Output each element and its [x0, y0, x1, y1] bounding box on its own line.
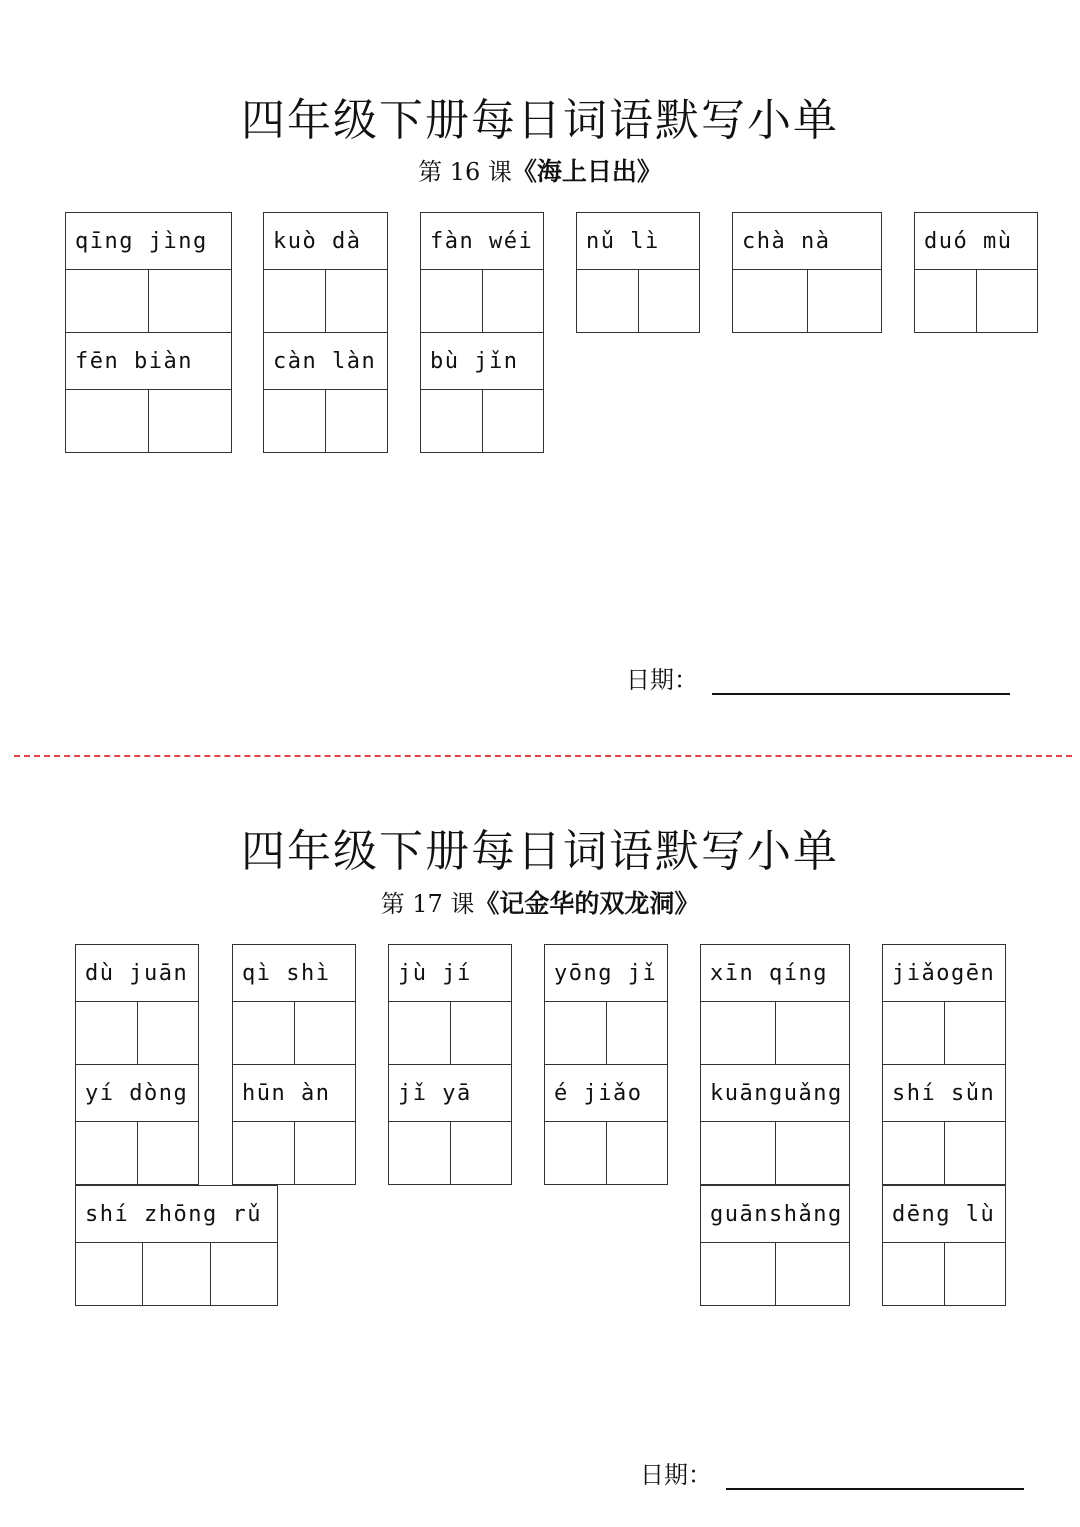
char-cell[interactable] — [76, 1122, 138, 1184]
pinyin-label: dù juān — [76, 945, 198, 1002]
char-cell[interactable] — [264, 270, 326, 332]
char-cell[interactable] — [451, 1122, 512, 1184]
date-label: 日期： — [626, 666, 698, 694]
worksheet-title: 四年级下册每日词语默写小单 — [241, 826, 839, 877]
word-box[interactable] — [700, 944, 850, 1065]
char-cell[interactable] — [295, 1002, 356, 1064]
word-box[interactable] — [75, 944, 199, 1065]
char-cell[interactable] — [421, 390, 483, 452]
writing-cells[interactable] — [701, 1122, 849, 1184]
char-cell[interactable] — [701, 1122, 776, 1184]
lesson-prefix: 第 — [380, 890, 405, 918]
pinyin-label: xīn qíng — [701, 945, 849, 1002]
char-cell[interactable] — [701, 1243, 776, 1305]
lesson-prefix: 第 — [418, 158, 443, 186]
char-cell[interactable] — [607, 1002, 668, 1064]
lesson-heading — [0, 884, 1080, 920]
writing-cells[interactable] — [733, 270, 881, 332]
pinyin-label: jǐ yā — [389, 1065, 511, 1122]
writing-cells[interactable] — [76, 1243, 277, 1305]
word-box[interactable] — [420, 212, 544, 333]
pinyin-label: jù jí — [389, 945, 511, 1002]
pinyin-label: càn làn — [264, 333, 387, 390]
char-cell[interactable] — [295, 1122, 356, 1184]
word-box[interactable] — [232, 944, 356, 1065]
char-cell[interactable] — [66, 270, 149, 332]
date-input-line[interactable] — [726, 1464, 1024, 1490]
char-cell[interactable] — [776, 1243, 850, 1305]
pinyin-label: nǔ lì — [577, 213, 699, 270]
pinyin-label: kuānguǎng — [701, 1065, 849, 1122]
word-box[interactable] — [544, 944, 668, 1065]
char-cell[interactable] — [545, 1122, 607, 1184]
date-input-line[interactable] — [712, 669, 1010, 695]
char-cell[interactable] — [639, 270, 700, 332]
word-box[interactable] — [882, 1064, 1006, 1185]
word-box[interactable] — [65, 212, 232, 333]
lesson-suffix: 课 — [450, 890, 475, 918]
word-box[interactable] — [263, 332, 388, 453]
worksheet-title: 四年级下册每日词语默写小单 — [241, 95, 839, 146]
writing-cells[interactable] — [883, 1243, 1005, 1305]
pinyin-label: fēn biàn — [66, 333, 231, 390]
char-cell[interactable] — [211, 1243, 277, 1305]
word-box[interactable] — [576, 212, 700, 333]
pinyin-label: shí zhōng rǔ — [76, 1186, 277, 1243]
writing-cells[interactable] — [577, 270, 699, 332]
word-box[interactable] — [232, 1064, 356, 1185]
char-cell[interactable] — [264, 390, 326, 452]
word-box[interactable] — [388, 1064, 512, 1185]
char-cell[interactable] — [545, 1002, 607, 1064]
pinyin-label: yí dòng — [76, 1065, 198, 1122]
pinyin-label: chà nà — [733, 213, 881, 270]
writing-cells[interactable] — [233, 1002, 355, 1064]
char-cell[interactable] — [883, 1122, 945, 1184]
word-box[interactable] — [914, 212, 1038, 333]
lesson-suffix: 课 — [487, 158, 512, 186]
writing-cells[interactable] — [76, 1002, 198, 1064]
word-box[interactable] — [75, 1064, 199, 1185]
writing-cells[interactable] — [701, 1243, 849, 1305]
word-box[interactable] — [544, 1064, 668, 1185]
char-cell[interactable] — [776, 1122, 850, 1184]
char-cell[interactable] — [143, 1243, 210, 1305]
char-cell[interactable] — [776, 1002, 850, 1064]
writing-cells[interactable] — [389, 1002, 511, 1064]
writing-cells[interactable] — [264, 390, 387, 452]
char-cell[interactable] — [945, 1122, 1006, 1184]
writing-cells[interactable] — [421, 270, 543, 332]
writing-cells[interactable] — [701, 1002, 849, 1064]
char-cell[interactable] — [577, 270, 639, 332]
char-cell[interactable] — [883, 1243, 945, 1305]
pinyin-label: shí sǔn — [883, 1065, 1005, 1122]
char-cell[interactable] — [945, 1243, 1006, 1305]
pinyin-label: yōng jǐ — [545, 945, 667, 1002]
word-box[interactable] — [700, 1064, 850, 1185]
char-cell[interactable] — [945, 1002, 1006, 1064]
writing-cells[interactable] — [915, 270, 1037, 332]
char-cell[interactable] — [883, 1002, 945, 1064]
word-box[interactable] — [732, 212, 882, 333]
writing-cells[interactable] — [883, 1002, 1005, 1064]
pinyin-label: dēng lù — [883, 1186, 1005, 1243]
char-cell[interactable] — [483, 390, 544, 452]
writing-cells[interactable] — [389, 1122, 511, 1184]
lesson-number: 17 — [412, 890, 443, 918]
char-cell[interactable] — [149, 270, 231, 332]
pinyin-label: kuò dà — [264, 213, 387, 270]
char-cell[interactable] — [607, 1122, 668, 1184]
char-cell[interactable] — [451, 1002, 512, 1064]
char-cell[interactable] — [977, 270, 1038, 332]
word-box[interactable] — [420, 332, 544, 453]
word-box[interactable] — [263, 212, 388, 333]
char-cell[interactable] — [138, 1002, 199, 1064]
word-box[interactable] — [882, 944, 1006, 1065]
date-label: 日期： — [640, 1461, 712, 1489]
lesson-name: 《海上日出》 — [511, 157, 662, 186]
lesson-number: 16 — [449, 158, 481, 186]
writing-cells[interactable] — [76, 1122, 198, 1184]
pinyin-label: duó mù — [915, 213, 1037, 270]
char-cell[interactable] — [326, 390, 387, 452]
pinyin-label: bù jǐn — [421, 333, 543, 390]
pinyin-label: fàn wéi — [421, 213, 543, 270]
writing-cells[interactable] — [883, 1122, 1005, 1184]
date-field — [640, 1455, 1024, 1490]
char-cell[interactable] — [76, 1243, 143, 1305]
char-cell[interactable] — [733, 270, 808, 332]
word-box[interactable] — [700, 1185, 850, 1306]
writing-cells[interactable] — [421, 390, 543, 452]
char-cell[interactable] — [149, 390, 231, 452]
writing-cells[interactable] — [233, 1122, 355, 1184]
char-cell[interactable] — [421, 270, 483, 332]
writing-cells[interactable] — [545, 1002, 667, 1064]
char-cell[interactable] — [389, 1122, 451, 1184]
word-box[interactable] — [882, 1185, 1006, 1306]
cut-line-divider — [14, 755, 1072, 757]
pinyin-label: jiǎogēn — [883, 945, 1005, 1002]
writing-cells[interactable] — [66, 390, 231, 452]
word-box[interactable] — [388, 944, 512, 1065]
pinyin-label: é jiǎo — [545, 1065, 667, 1122]
char-cell[interactable] — [76, 1002, 138, 1064]
char-cell[interactable] — [326, 270, 387, 332]
date-field — [626, 660, 1010, 695]
writing-cells[interactable] — [66, 270, 231, 332]
pinyin-label: qīng jìng — [66, 213, 231, 270]
writing-cells[interactable] — [545, 1122, 667, 1184]
word-box[interactable] — [75, 1185, 278, 1306]
pinyin-label: guānshǎng — [701, 1186, 849, 1243]
char-cell[interactable] — [233, 1002, 295, 1064]
char-cell[interactable] — [66, 390, 149, 452]
writing-cells[interactable] — [264, 270, 387, 332]
char-cell[interactable] — [233, 1122, 295, 1184]
char-cell[interactable] — [915, 270, 977, 332]
pinyin-label: hūn àn — [233, 1065, 355, 1122]
char-cell[interactable] — [701, 1002, 776, 1064]
char-cell[interactable] — [389, 1002, 451, 1064]
char-cell[interactable] — [483, 270, 544, 332]
word-box[interactable] — [65, 332, 232, 453]
pinyin-label: qì shì — [233, 945, 355, 1002]
lesson-heading — [0, 152, 1080, 188]
lesson-name: 《记金华的双龙洞》 — [474, 889, 700, 918]
char-cell[interactable] — [808, 270, 882, 332]
char-cell[interactable] — [138, 1122, 199, 1184]
